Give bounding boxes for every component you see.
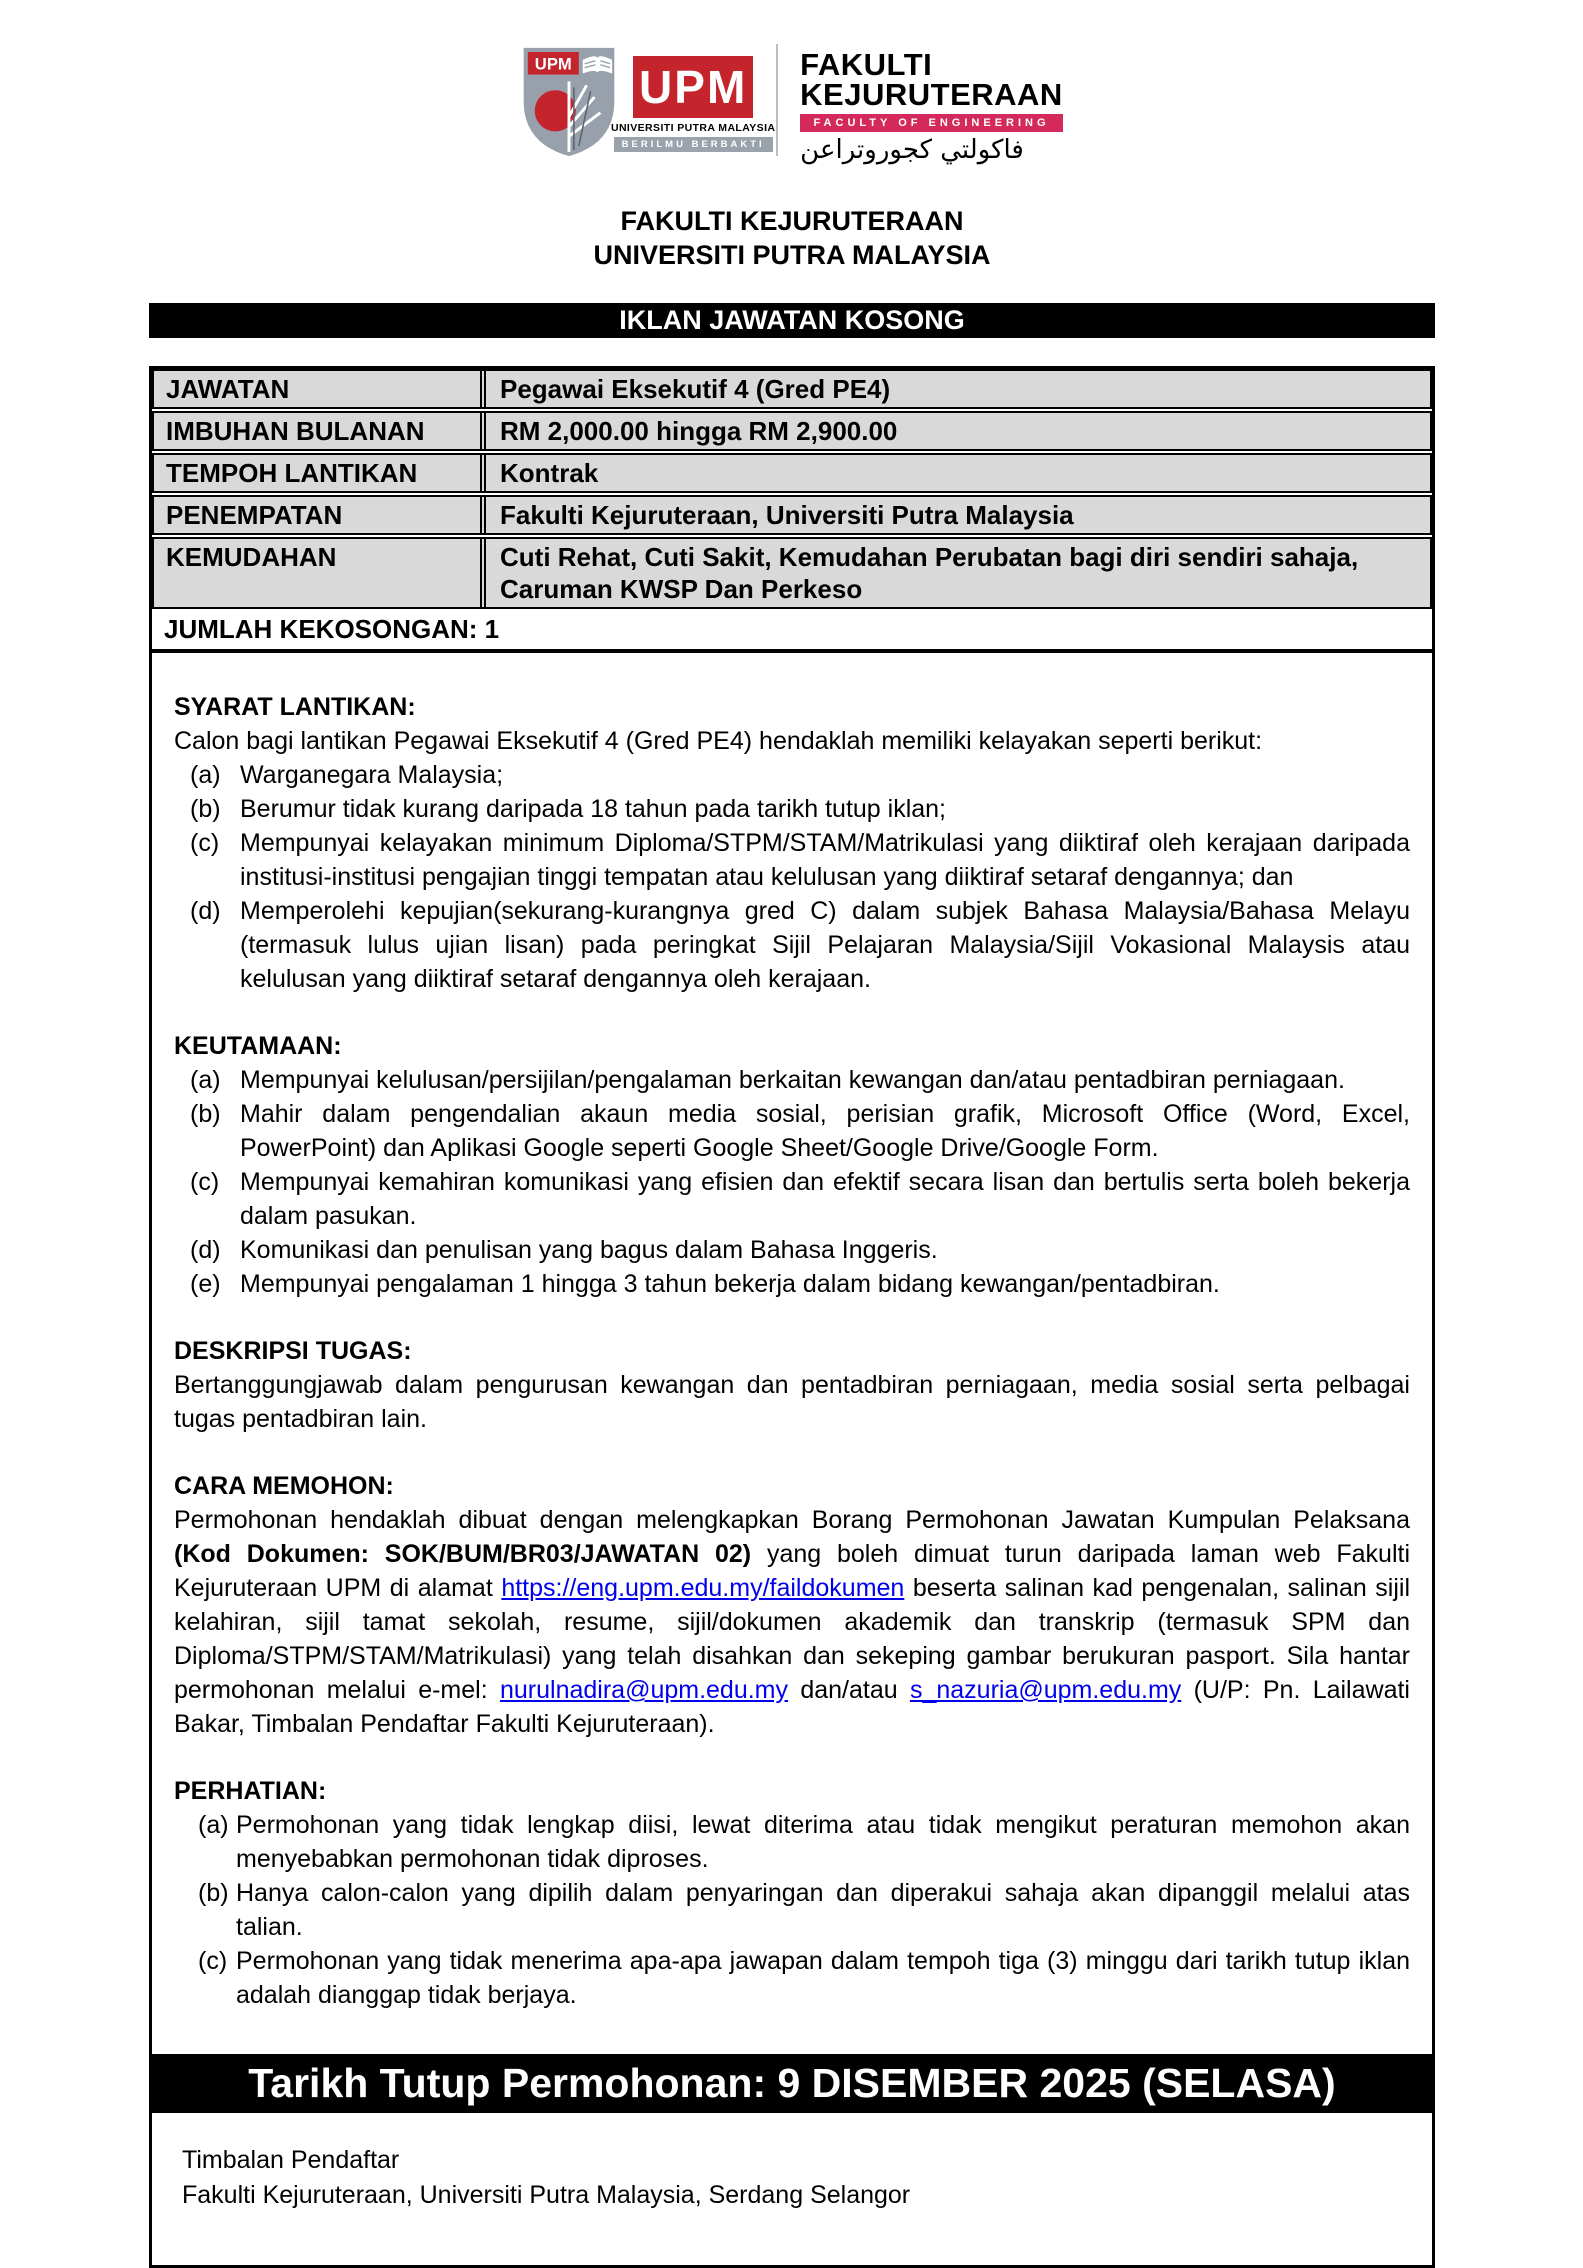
list-text: Mempunyai kelulusan/persijilan/pengalaman berkaitan kewangan dan/atau pentadbiran perniagaan. [240, 1066, 1345, 1094]
list-item [174, 1165, 1410, 1233]
list-marker: (c) [190, 829, 220, 857]
list-text: Mahir dalam pengendalian akaun media sosial, perisian grafik, Microsoft Office (Word, Excel, PowerPoint) dan Aplikasi Google seperti Google Sheet/Google Drive/Google Form. [240, 1100, 1410, 1162]
table-row-penempatan [152, 495, 1432, 535]
upm-logo-text: UPM [633, 56, 753, 118]
title-line-1: FAKULTI KEJURUTERAAN [620, 206, 964, 236]
row-value-line-1: Cuti Rehat, Cuti Sakit, Kemudahan Perubatan bagi diri sendiri sahaja, [500, 542, 1359, 572]
table-row-imbuhan [152, 411, 1432, 451]
row-value: Kontrak [484, 455, 1430, 491]
list-marker: (a) [190, 1066, 221, 1094]
document-text-body [152, 653, 1432, 2012]
paragraph-text: (U/P: Pn. Lailawati Bakar, Timbalan Pendaftar Fakulti Kejuruteraan). [174, 1676, 1410, 1738]
list-marker: (d) [190, 1236, 221, 1264]
list-text: Mempunyai kemahiran komunikasi yang efisien dan efektif secara lisan dan bertulis serta boleh bekerja dalam pasukan. [240, 1168, 1410, 1230]
faculty-name-line1: FAKULTI [800, 47, 933, 82]
document-code-text: (Kod Dokumen: SOK/BUM/BR03/JAWATAN 02) [174, 1540, 752, 1568]
section-heading: DESKRIPSI TUGAS: [174, 1337, 412, 1365]
section-cara-memohon [174, 1469, 1410, 1741]
paragraph-text: beserta salinan kad pengenalan, salinan sijil kelahiran, sijil tamat sekolah, resume, sijil/dokumen akademik dan transkrip (termasuk SPM dan Diploma/STPM/STAM/Matrikulasi) yang telah disahkan dan sekeping gambar berukuran pasport. Sila hantar permohonan melalui e-mel: [174, 1574, 1411, 1704]
application-instructions-paragraph [174, 1503, 1410, 1741]
faculty-jawi-text: فاكولتي كجوروتراعن [800, 135, 1024, 165]
list-marker: (a) [198, 1811, 229, 1839]
row-value: Fakulti Kejuruteraan, Universiti Putra Malaysia [484, 497, 1430, 533]
shield-upm-text: UPM [534, 54, 572, 74]
faculty-logo-block [800, 47, 1063, 166]
row-value [484, 539, 1430, 607]
row-label: PENEMPATAN [154, 497, 482, 533]
paragraph-text: yang boleh dimuat turun daripada laman web Fakulti Kejuruteraan UPM di alamat [174, 1540, 1410, 1602]
list-item [174, 1233, 1410, 1267]
list-item [174, 894, 1410, 996]
list-marker: (c) [190, 1168, 220, 1196]
list-marker: (a) [190, 761, 221, 789]
section-body: Bertanggungjawab dalam pengurusan kewangan dan pentadbiran perniagaan, media sosial serta pelbagai tugas pentadbiran lain. [174, 1371, 1410, 1433]
upm-wordmark [610, 56, 776, 152]
list-item [174, 792, 1410, 826]
list-text: Hanya calon-calon yang dipilih dalam penyaringan dan diperakui sahaja akan dipanggil melalui atas talian. [236, 1879, 1410, 1941]
footer-signatory-address: Fakulti Kejuruteraan, Universiti Putra Malaysia, Serdang Selangor [182, 2181, 911, 2209]
list-item [174, 1063, 1410, 1097]
table-row-kemudahan [152, 537, 1432, 609]
table-row-jawatan [152, 369, 1432, 409]
row-value: RM 2,000.00 hingga RM 2,900.00 [484, 413, 1430, 449]
list-text: Mempunyai kelayakan minimum Diploma/STPM/STAM/Matrikulasi yang diiktiraf oleh kerajaan daripada institusi-institusi pengajian tinggi tempatan atau kelulusan yang diiktiraf setaraf dengannya; dan [240, 829, 1410, 891]
document-title [149, 204, 1435, 272]
list-marker: (d) [190, 897, 221, 925]
document-page [0, 44, 1583, 2209]
table-row-tempoh [152, 453, 1432, 493]
faculty-english-bar: FACULTY OF ENGINEERING [800, 114, 1063, 132]
email-link-nurulnadira[interactable]: nurulnadira@upm.edu.my [499, 1676, 789, 1704]
content-column [149, 204, 1435, 2268]
list-text: Mempunyai pengalaman 1 hingga 3 tahun bekerja dalam bidang kewangan/pentadbiran. [240, 1270, 1220, 1298]
university-name: UNIVERSITI PUTRA MALAYSIA [610, 122, 776, 134]
section-intro: Calon bagi lantikan Pegawai Eksekutif 4 (Gred PE4) hendaklah memiliki kelayakan seperti berikut: [174, 727, 1263, 755]
row-label: KEMUDAHAN [154, 539, 482, 607]
faculty-name-line2: KEJURUTERAAN [800, 77, 1063, 112]
list-marker: (c) [198, 1947, 228, 1975]
list-marker: (b) [198, 1879, 229, 1907]
section-syarat-lantikan [174, 690, 1410, 996]
section-keutamaan [174, 1029, 1410, 1301]
logo-divider [776, 44, 778, 156]
job-details-table [152, 369, 1432, 609]
title-line-2: UNIVERSITI PUTRA MALAYSIA [593, 240, 991, 270]
section-heading: PERHATIAN: [174, 1777, 327, 1805]
closing-date-banner: Tarikh Tutup Permohonan: 9 DISEMBER 2025 (SELASA) [152, 2054, 1432, 2113]
list-text: Berumur tidak kurang daripada 18 tahun pada tarikh tutup iklan; [240, 795, 947, 823]
row-value-line-2: Caruman KWSP Dan Perkeso [500, 574, 863, 604]
list-text: Permohonan yang tidak menerima apa-apa jawapan dalam tempoh tiga (3) minggu dari tarikh tutup iklan adalah dianggap tidak berjaya. [236, 1947, 1410, 2009]
paragraph-text: Permohonan hendaklah dibuat dengan melengkapkan Borang Permohonan Jawatan Kumpulan Pelaksana [174, 1506, 1410, 1534]
list-marker: (b) [190, 1100, 221, 1128]
section-deskripsi-tugas [174, 1334, 1410, 1436]
list-item [174, 1097, 1410, 1165]
section-heading: SYARAT LANTIKAN: [174, 693, 416, 721]
upm-motto-badge: BERILMU BERBAKTI [614, 137, 773, 152]
book-icon [583, 56, 612, 73]
list-item [174, 1808, 1410, 1876]
paragraph-text: dan/atau [788, 1676, 910, 1704]
row-value: Pegawai Eksekutif 4 (Gred PE4) [484, 371, 1430, 407]
upm-shield-logo [520, 44, 618, 158]
list-item [174, 1944, 1410, 2012]
list-text: Memperolehi kepujian(sekurang-kurangnya gred C) dalam subjek Bahasa Malaysia/Bahasa Melayu (termasuk lulus ujian lisan) pada peringkat Sijil Pelajaran Malaysia/Sijil Vokasional Malaysis atau kelulusan yang diiktiraf setaraf dengannya oleh kerajaan. [240, 897, 1410, 993]
list-item [174, 758, 1410, 792]
email-link-s-nazuria[interactable]: s_nazuria@upm.edu.my [909, 1676, 1182, 1704]
footer-signatory-title: Timbalan Pendaftar [182, 2146, 400, 2174]
logo-block [0, 44, 1583, 165]
list-text: Komunikasi dan penulisan yang bagus dalam Bahasa Inggeris. [240, 1236, 938, 1264]
section-heading: KEUTAMAAN: [174, 1032, 342, 1060]
list-marker: (b) [190, 795, 221, 823]
list-item [174, 1876, 1410, 1944]
section-heading: CARA MEMOHON: [174, 1472, 394, 1500]
document-body-box [149, 366, 1435, 2268]
row-label: IMBUHAN BULANAN [154, 413, 482, 449]
faildokumen-link[interactable]: https://eng.upm.edu.my/faildokumen [501, 1574, 905, 1602]
document-footer [152, 2113, 1432, 2265]
list-text: Permohonan yang tidak lengkap diisi, lewat diterima atau tidak mengikut peraturan memohon akan menyebabkan permohonan tidak diproses. [236, 1811, 1410, 1873]
list-text: Warganegara Malaysia; [240, 761, 504, 789]
section-perhatian [174, 1774, 1410, 2012]
list-item [174, 826, 1410, 894]
vacancy-banner: IKLAN JAWATAN KOSONG [149, 303, 1435, 338]
list-marker: (e) [190, 1270, 221, 1298]
row-label: JAWATAN [154, 371, 482, 407]
list-item [174, 1267, 1410, 1301]
row-label: TEMPOH LANTIKAN [154, 455, 482, 491]
vacancy-count-row: JUMLAH KEKOSONGAN: 1 [152, 611, 1432, 653]
